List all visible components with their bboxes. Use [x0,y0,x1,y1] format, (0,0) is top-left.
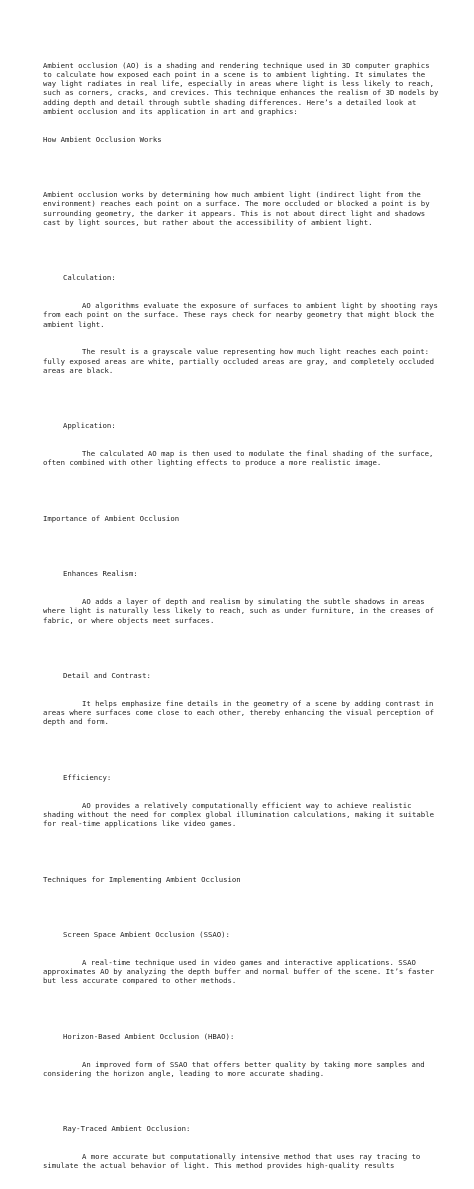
ssao-heading: Screen Space Ambient Occlusion (SSAO): [63,930,230,939]
spacer [43,1097,439,1106]
spacer [43,162,439,171]
enhances-realism-heading: Enhances Realism: [63,569,138,579]
spacer [43,745,439,754]
application-paragraph: The calculated AO map is then used to modulate the final shading of the surface, often combined with other lighting effects to produce a more realistic image. [43,449,438,468]
efficiency-paragraph: AO provides a relatively computationally efficient way to achieve realistic shading without the need for complex global illumination calculations, making it suitable for real-time applications like video games. [43,800,439,828]
calculation-heading: Calculation: [63,273,116,283]
spacer [43,847,439,856]
application-heading: Application: [63,421,116,431]
hbao-paragraph: An improved form of SSAO that offers better quality by taking more samples and considering the horizon angle, leading to more accurate shading. [43,1059,430,1078]
ssao-paragraph: A real-time technique used in video games and interactive applications. SSAO approximates AO by analyzing the depth buffer and normal buffer of the scene. It’s faster but less accurate compared to other methods. [43,957,439,986]
calculation-paragraph-1: AO algorithms evaluate the exposure of surfaces to ambient light by shooting rays from each point on the surface. These rays check for nearby geometry that might block the ambient light. [43,301,443,329]
spacer [43,394,439,403]
section-title-how-ao-works: How Ambient Occlusion Works [43,134,162,144]
spacer [43,1004,439,1013]
detail-contrast-paragraph: It helps emphasize fine details in the geometry of a scene by adding contrast in areas where surfaces come close to each other, thereby enhancing the visual perception of depth and form. [43,698,439,727]
section-title-importance: Importance of Ambient Occlusion [43,513,180,523]
spacer [43,246,439,255]
spacer [43,542,439,551]
ray-traced-heading: Ray-Traced Ambient Occlusion: [63,1124,191,1134]
spacer [43,643,439,652]
efficiency-heading: Efficiency: [63,772,112,782]
calculation-paragraph-2: The result is a grayscale value representing how much light reaches each point: fully exposed areas are white, partially occluded areas are gray, and completely occluded areas are black. [43,347,439,375]
spacer [43,486,439,495]
section-title-techniques: Techniques for Implementing Ambient Occlusion [43,874,241,884]
ray-traced-paragraph: A more accurate but computationally intensive method that uses ray tracing to simulate the actual behavior of light. This method provides high-quality results [43,1152,425,1171]
detail-contrast-heading: Detail and Contrast: [63,671,151,680]
hbao-heading: Horizon-Based Ambient Occlusion (HBAO): [63,1031,235,1041]
spacer [43,902,439,911]
intro-paragraph: Ambient occlusion (AO) is a shading and rendering technique used in 3D computer graphics to calculate how exposed each point in a scene is to ambient lighting. It simulates the way light radiates in real life, especially in areas where light is less likely to reach, such as corners, cracks, and crevices. This technique enhances the realism of 3D models by adding depth and detail through subtle shading differences. Here’s a detailed look at ambient occlusion and its application in art and graphics: [43,60,443,116]
document-body [43,42,443,1189]
how-ao-works-paragraph: Ambient occlusion works by determining how much ambient light (indirect light from the environment) reaches each point on a surface. The more occluded or blocked a point is by surrounding geometry, the darker it appears. This is not about direct light and shadows cast by light sources, but rather about the accessibility of ambient light. [43,190,434,227]
enhances-realism-paragraph: AO adds a layer of depth and realism by simulating the subtle shadows in areas where light is naturally less likely to reach, such as under furniture, in the creases of fabric, or where objects meet surfaces. [43,597,439,625]
